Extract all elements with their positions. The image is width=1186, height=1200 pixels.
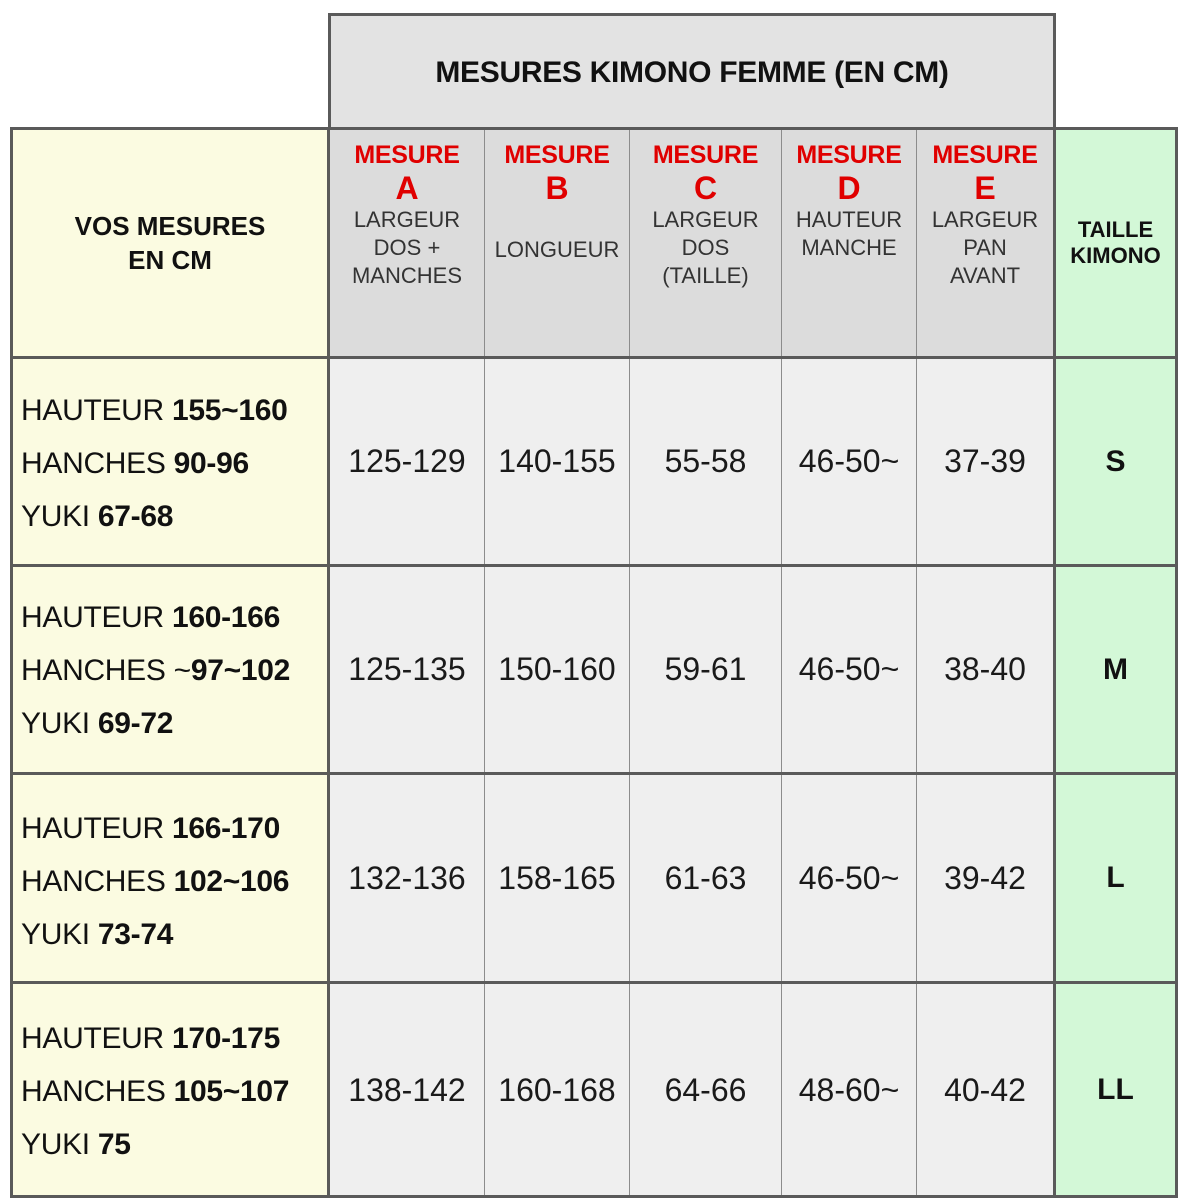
header-line: TAILLE (1077, 217, 1154, 242)
measure-label: MESURE (652, 141, 759, 169)
label: HANCHES (21, 1075, 174, 1108)
table-row-s-user (21, 384, 287, 543)
label: YUKI (21, 918, 98, 951)
header-line: VOS MESURES (74, 211, 266, 241)
measure-d-cell: 46-50~ (798, 443, 900, 479)
label: HAUTEUR (21, 601, 172, 634)
header-line: KIMONO (1070, 243, 1161, 268)
value: 73-74 (97, 918, 174, 951)
measure-b-cell: 140-155 (498, 443, 616, 479)
measure-letter: D (837, 170, 861, 206)
yuki-line (21, 697, 290, 750)
measure-label: MESURE (796, 141, 902, 169)
value: 105~107 (173, 1075, 290, 1108)
measure-letter: A (395, 170, 419, 206)
measure-letter: C (693, 170, 718, 206)
measure-b-cell: 160-168 (498, 1071, 616, 1108)
measure-label: MESURE (504, 141, 610, 169)
measure-desc: PAN (963, 235, 1007, 260)
yuki-line (21, 1118, 289, 1171)
yuki-line (21, 908, 289, 961)
measure-desc: LARGEUR (931, 207, 1039, 232)
measure-e-cell: 38-40 (944, 651, 1026, 687)
height-line (21, 1012, 289, 1065)
size-cell: L (1106, 861, 1125, 894)
measure-c-cell: 64-66 (664, 1071, 747, 1108)
measure-desc: HAUTEUR (795, 207, 903, 232)
height-line (21, 591, 290, 644)
measure-a-header (330, 140, 484, 290)
measure-a-cell: 125-129 (348, 443, 466, 479)
label: HAUTEUR (21, 394, 172, 427)
measure-desc: MANCHE (801, 235, 897, 260)
value: 160-166 (171, 601, 280, 634)
measure-e-header (917, 140, 1053, 290)
measure-letter: E (974, 170, 996, 206)
hips-line (21, 437, 287, 490)
hips-line (21, 855, 289, 908)
label: YUKI (21, 500, 98, 533)
measure-desc: AVANT (949, 263, 1021, 288)
measure-desc: MANCHES (351, 263, 462, 288)
table-row-ll-user (21, 1012, 289, 1171)
your-measurements-header (13, 130, 327, 356)
value: 102~106 (173, 865, 290, 898)
measure-d-cell: 48-60~ (798, 1071, 900, 1108)
measure-c-header (630, 140, 781, 290)
table-row-l-user (21, 802, 289, 961)
label: HAUTEUR (21, 812, 172, 845)
measure-desc: DOS + (373, 235, 441, 260)
measure-desc: LONGUEUR (494, 237, 620, 262)
table-row-m-user (21, 591, 290, 750)
measure-e-cell: 37-39 (944, 443, 1026, 479)
header-line: EN CM (128, 245, 212, 275)
measure-desc: LARGEUR (652, 207, 759, 232)
measure-b-header (485, 140, 629, 264)
measure-label: MESURE (354, 141, 460, 169)
measure-letter: B (545, 170, 569, 206)
measure-c-cell: 59-61 (664, 651, 747, 687)
measure-b-cell: 158-165 (498, 859, 616, 896)
height-line (21, 802, 289, 855)
measure-desc: LARGEUR (353, 207, 461, 232)
measure-e-cell: 40-42 (944, 1071, 1026, 1108)
value: 170-175 (171, 1022, 280, 1055)
measure-c-cell: 61-63 (664, 859, 747, 896)
measure-e-cell: 39-42 (944, 859, 1026, 896)
label: YUKI (21, 1128, 98, 1161)
measure-a-cell: 138-142 (348, 1071, 466, 1108)
value: 67-68 (97, 500, 174, 533)
measure-d-cell: 46-50~ (798, 651, 900, 687)
value: 155~160 (171, 394, 288, 427)
value: 69-72 (97, 707, 174, 740)
kimono-size-header (1056, 130, 1175, 356)
measure-b-cell: 150-160 (498, 651, 616, 687)
measure-d-header (782, 140, 916, 262)
size-cell: LL (1097, 1073, 1134, 1106)
hips-line (21, 1065, 289, 1118)
measure-a-cell: 132-136 (348, 859, 466, 896)
measure-desc: DOS (681, 235, 730, 260)
measure-desc: (TAILLE) (662, 263, 749, 288)
measure-d-cell: 46-50~ (798, 859, 900, 896)
measure-a-cell: 125-135 (348, 651, 466, 687)
label: YUKI (21, 707, 98, 740)
table-title: MESURES KIMONO FEMME (EN CM) (328, 13, 1056, 130)
size-cell: S (1105, 444, 1126, 478)
label: HANCHES (21, 865, 174, 898)
value: 90-96 (173, 447, 249, 480)
label: HAUTEUR (21, 1022, 172, 1055)
size-cell: M (1103, 652, 1128, 686)
label: HANCHES ~ (21, 654, 191, 687)
measure-label: MESURE (932, 141, 1038, 169)
measure-c-cell: 55-58 (664, 443, 747, 479)
value: 166-170 (171, 812, 280, 845)
hips-line (21, 644, 290, 697)
yuki-line (21, 490, 287, 543)
height-line (21, 384, 287, 437)
value: 97~102 (190, 654, 291, 687)
label: HANCHES (21, 447, 174, 480)
value: 75 (97, 1128, 131, 1161)
